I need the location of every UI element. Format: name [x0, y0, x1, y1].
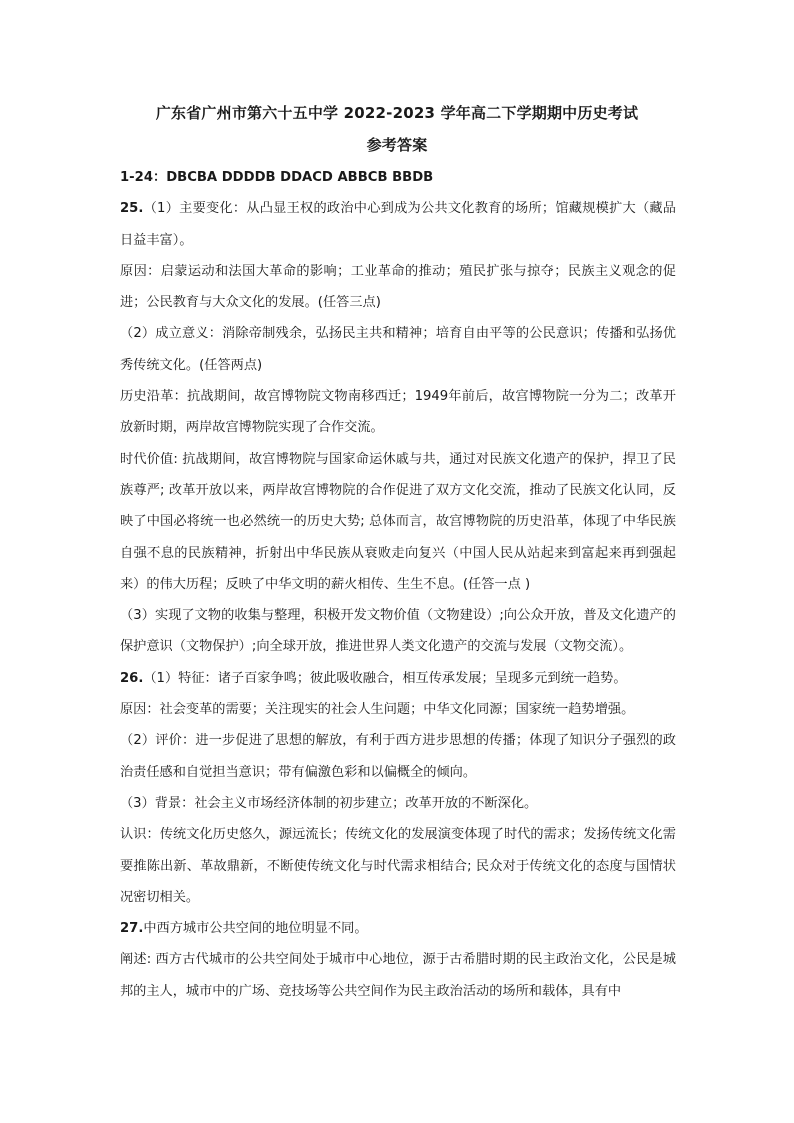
answer-text: （3）背景：社会主义市场经济体制的初步建立；改革开放的不断深化。 [120, 795, 538, 811]
answer-text: 阐述: 西方古代城市的公共空间处于城市中心地位，源于古希腊时期的民主政治文化，公民是城邦的主人，城市中的广场、竞技场等公共空间作为民主政治活动的场所和载体，具有中 [120, 952, 676, 999]
answer-text: DBCBA DDDDB DDACD ABBCB BBDB [166, 170, 434, 185]
answer-body [120, 162, 676, 1007]
answer-text: 中西方城市公共空间的地位明显不同。 [143, 921, 368, 937]
answer-paragraph [120, 944, 676, 1007]
answer-paragraph [120, 318, 676, 381]
answer-text: 原因：社会变革的需要；关注现实的社会人生问题；中华文化同源；国家统一趋势增强。 [120, 702, 635, 718]
answer-text: 时代价值: 抗战期间，故宫博物院与国家命运休戚与共，通过对民族文化遗产的保护，捍卫了民族尊严; 改革开放以来，两岸故宫博物院的合作促进了双方文化交流，推动了民族文化认同，反映了中国必将统一也必然统一的历史大势; 总体而言，故宫博物院的历史沿革，体现了中华民族自强不息的民族精神，折射出中华民族从衰败走向复兴（中国人民从站起来到富起来再到强起来）的伟大历程；反映了中华文明的薪火相传、生生不息。(任答一点 ) [120, 451, 676, 592]
answer-paragraph [120, 381, 676, 444]
answer-text: 历史沿革：抗战期间，故宫博物院文物南移西迁；1949年前后，故宫博物院一分为二；改革开放新时期，两岸故宫博物院实现了合作交流。 [120, 389, 676, 436]
answer-paragraph [120, 600, 676, 663]
answer-paragraph [120, 819, 676, 913]
answer-text: （3）实现了文物的收集与整理，积极开发文物价值（文物建设）;向公众开放，普及文化遗产的保护意识（文物保护）;向全球开放，推进世界人类文化遗产的交流与发展（文物交流）。 [120, 608, 676, 655]
answer-text: （1）特征：诸子百家争鸣；彼此吸收融合，相互传承发展；呈现多元到统一趋势。 [143, 670, 627, 686]
answer-text: （2）成立意义：消除帝制残余，弘扬民主共和精神；培育自由平等的公民意识；传播和弘扬优秀传统文化。(任答两点) [120, 326, 676, 373]
answer-paragraph [120, 162, 676, 193]
question-number: 26. [120, 670, 144, 686]
question-number: 1-24： [120, 170, 167, 185]
document-subtitle: 参考答案 [366, 136, 428, 154]
answer-paragraph [120, 193, 676, 256]
document-title: 广东省广州市第六十五中学 2022-2023 学年高二下学期期中历史考试 [155, 104, 639, 122]
answer-paragraph [120, 663, 676, 694]
answer-paragraph [120, 788, 676, 819]
question-number: 27. [120, 921, 144, 937]
answer-paragraph [120, 694, 676, 725]
answer-paragraph [120, 444, 676, 600]
answer-paragraph [120, 725, 676, 788]
question-number: 25. [120, 201, 144, 217]
answer-text: （2）评价：进一步促进了思想的解放，有利于西方进步思想的传播；体现了知识分子强烈的政治责任感和自觉担当意识；带有偏激色彩和以偏概全的倾向。 [120, 733, 676, 780]
answer-text: 原因：启蒙运动和法国大革命的影响；工业革命的推动；殖民扩张与掠夺；民族主义观念的促进；公民教育与大众文化的发展。(任答三点) [120, 263, 676, 311]
answer-paragraph [120, 913, 676, 944]
answer-text: （1）主要变化：从凸显王权的政治中心到成为公共文化教育的场所；馆藏规模扩大（藏品日益丰富）。 [120, 201, 676, 248]
answer-text: 认识：传统文化历史悠久，源远流长；传统文化的发展演变体现了时代的需求；发扬传统文化需要推陈出新、革故鼎新，不断使传统文化与时代需求相结合; 民众对于传统文化的态度与国情状况密切相关。 [120, 827, 676, 905]
answer-paragraph [120, 256, 676, 319]
